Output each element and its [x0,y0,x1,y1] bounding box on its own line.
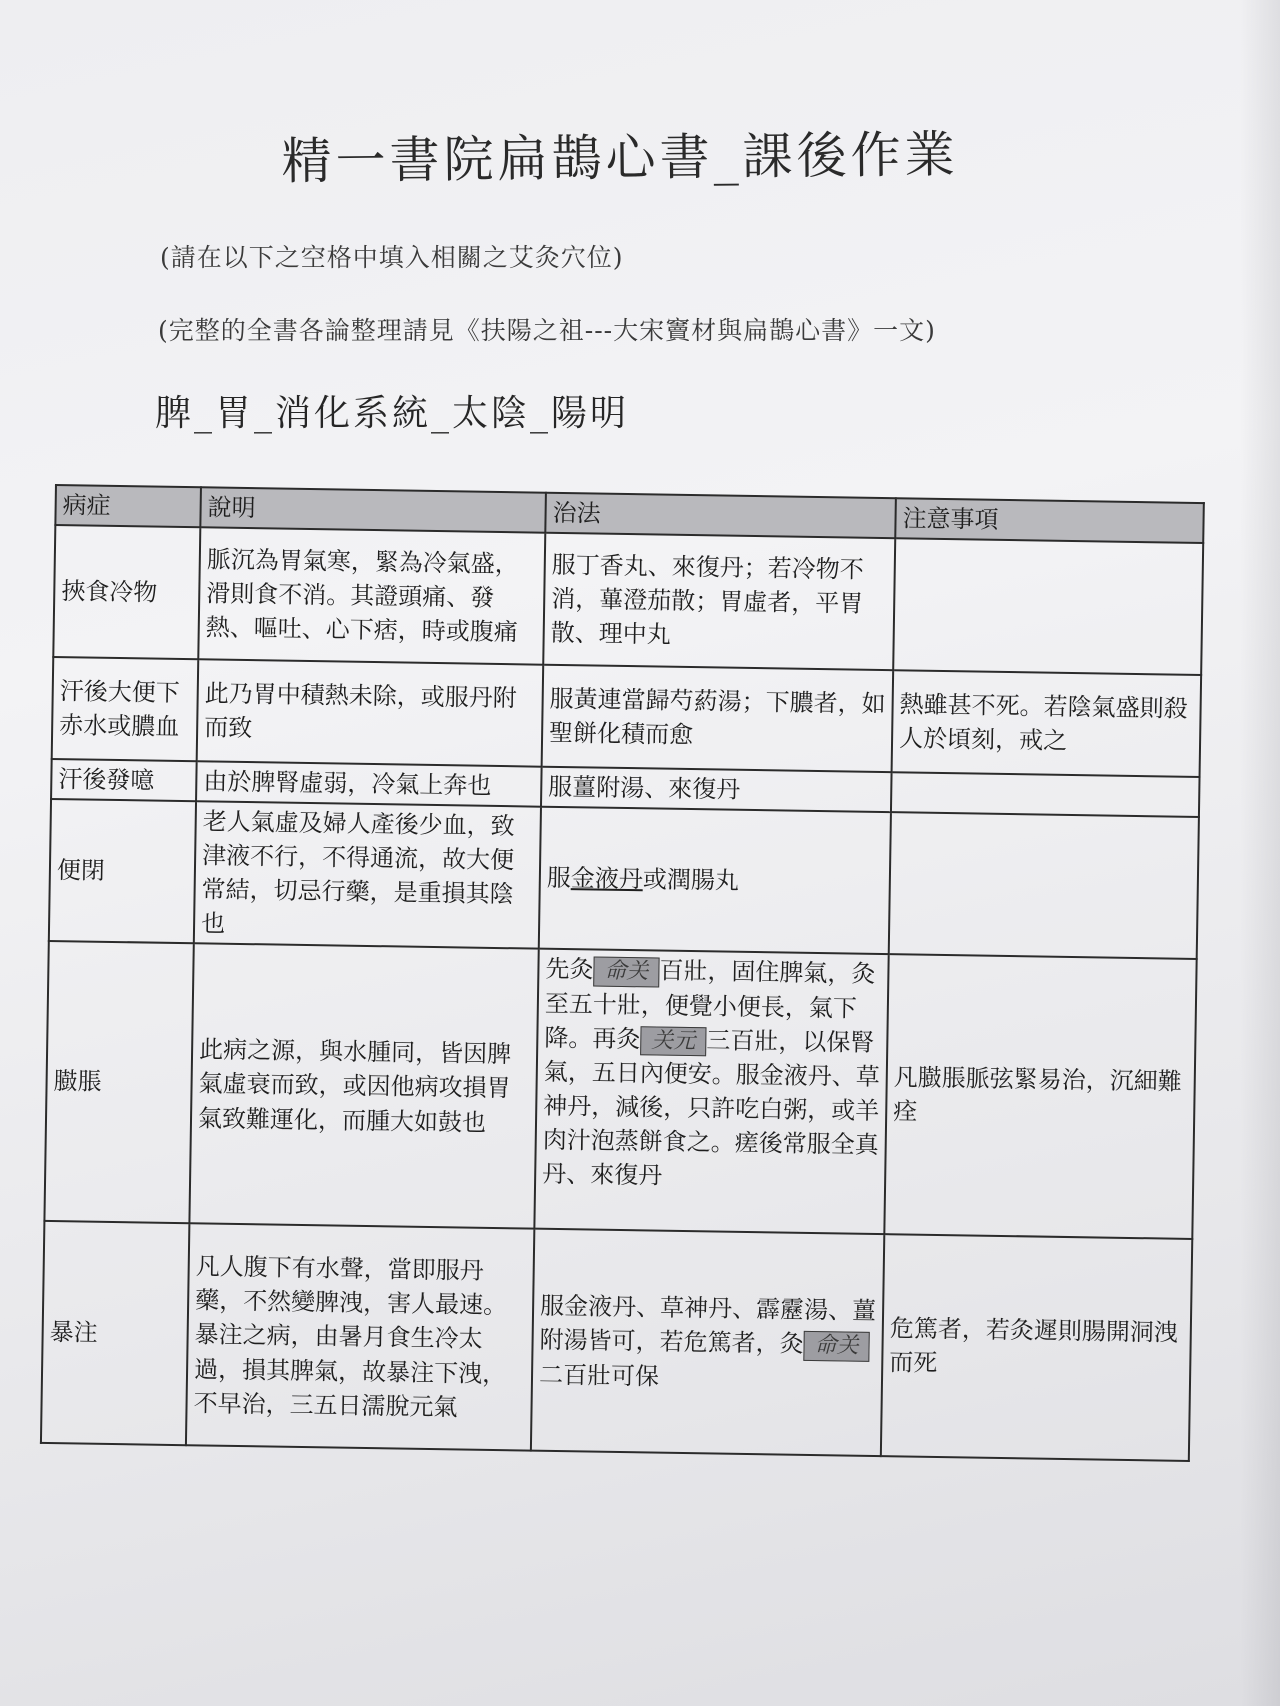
explanation-cell: 老人氣虛及婦人產後少血，致津液不行，不得通流，故大便常結，切忌行藥，是重損其陰也 [194,801,541,949]
header-disease: 病症 [55,485,201,527]
table-row [41,1221,1192,1461]
explanation-cell: 由於脾腎虛弱，冷氣上奔也 [196,761,542,806]
treatment-cell: 服丁香丸、來復丹；若冷物不消，蓽澄茄散；胃虛者，平胃散、理中丸 [543,533,895,670]
explanation-cell: 脈沉為胃氣寒，緊為冷氣盛，滑則食不消。其證頭痛、發熱、嘔吐、心下痞，時或腹痛 [198,527,545,664]
disease-cell: 汗後發噫 [51,759,197,801]
caution-cell: 熱雖甚不死。若陰氣盛則殺人於頃刻，戒之 [892,670,1202,777]
instruction-note: (請在以下之空格中填入相關之艾灸穴位) [160,243,624,272]
disease-cell: 汗後大便下赤水或膿血 [52,657,199,761]
document-title: 精一書院扁鵲心書_課後作業 [281,125,959,191]
explanation-cell: 此乃胃中積熱未除，或服丹附而致 [197,659,544,766]
treatment-text: 或潤腸丸 [642,865,740,896]
caution-cell [891,772,1200,817]
reference-note: (完整的全書各論整理請見《扶陽之祖---大宋竇材與扁鵲心書》一文) [158,316,936,345]
underlined-remedy: 金液丹 [570,864,644,894]
table-row [53,525,1203,675]
table-row [49,799,1199,959]
table-row [44,941,1196,1239]
table-row [52,657,1201,777]
treatment-text: 服 [546,864,572,893]
treatment-text: 百壯，固住脾氣，灸至五十壯，便覺小便長，氣下降。再灸 [544,957,876,1053]
paper-edge-shadow [1240,0,1280,1706]
caution-cell: 凡臌脹脈弦緊易治，沉細難痊 [884,955,1196,1240]
header-caution: 注意事項 [895,498,1204,543]
handwritten-acupoint[interactable]: 命关 [593,957,659,988]
caution-cell [889,812,1199,959]
header-explanation: 說明 [200,487,546,532]
treatment-cell [531,1229,884,1456]
treatment-cell [534,949,888,1234]
handwritten-acupoint[interactable]: 命关 [803,1331,869,1362]
treatment-text: 二百壯可保 [538,1360,660,1391]
treatment-cell: 服薑附湯、來復丹 [541,767,892,813]
disease-cell: 暴注 [41,1221,189,1445]
caution-cell [893,538,1203,675]
disease-cell: 臌脹 [44,941,193,1223]
header-treatment: 治法 [545,493,896,539]
handwritten-acupoint[interactable]: 关元 [640,1026,706,1057]
treatment-cell: 服黃連當歸芍葯湯；下膿者，如聖餅化積而愈 [542,665,894,772]
disease-cell: 便閉 [49,799,196,944]
homework-table-wrapper [40,484,1203,1462]
explanation-cell: 此病之源，與水腫同，皆因脾氣虛衰而致，或因他病攻損胃氣致難運化，而腫大如鼓也 [189,944,538,1229]
homework-table [40,484,1205,1462]
treatment-text: 三百壯，以保腎氣，五日內便安。服金液丹、草神丹，減後，只許吃白粥，或羊肉汁泡蒸餅食之。瘥後常服全真丹、來復丹 [542,1025,881,1190]
caution-cell: 危篤者，若灸遲則腸開洞洩而死 [881,1235,1192,1462]
section-heading: 脾_胃_消化系統_太陰_陽明 [155,393,630,434]
treatment-text: 服金液丹、草神丹、霹靂湯、薑附湯皆可，若危篤者，灸 [539,1292,877,1359]
disease-cell: 挾食冷物 [53,525,200,659]
explanation-cell: 凡人腹下有水聲，當即服丹藥，不然變脾洩，害人最速。暴注之病，由暑月食生冷太過，損其脾氣，故暴注下洩，不早治，三五日濡脫元氣 [186,1224,534,1451]
treatment-text: 先灸 [545,955,594,984]
treatment-cell [539,807,891,955]
